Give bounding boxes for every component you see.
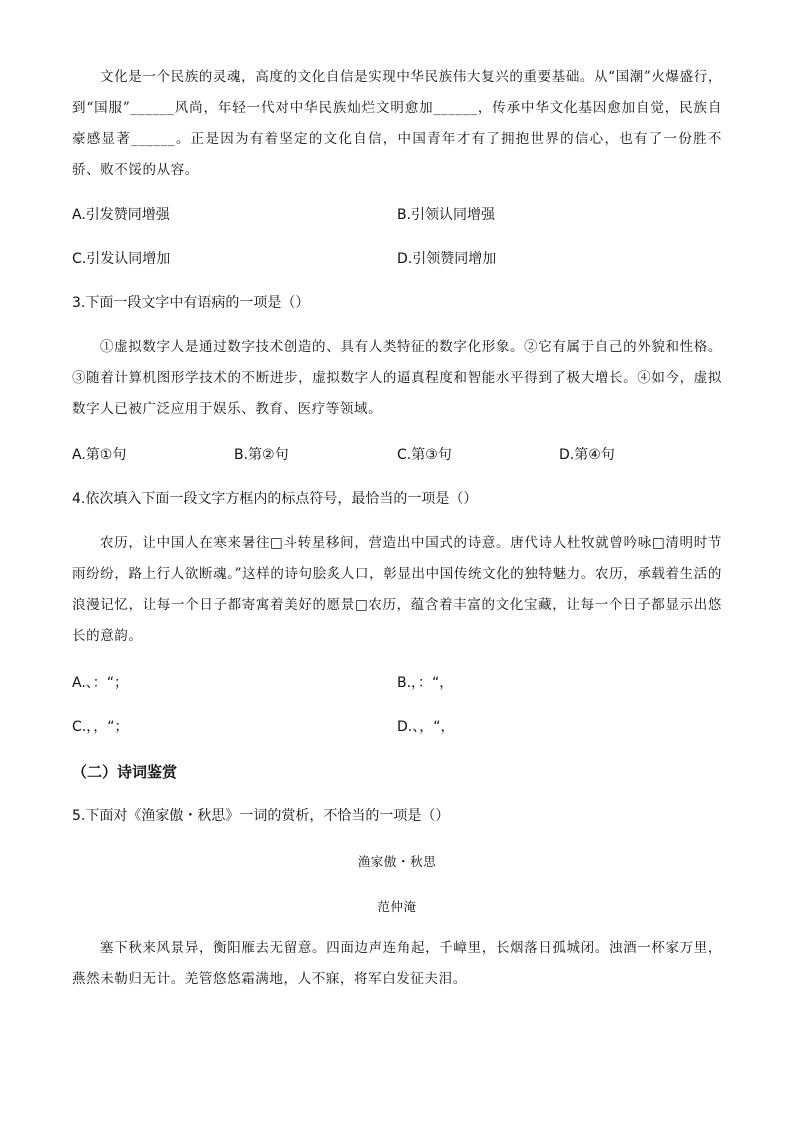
poem-title: 渔家傲・秋思	[357, 854, 437, 869]
q2-passage: 文化是一个民族的灵魂，高度的文化自信是实现中华民族伟大复兴的重要基础。从“国潮”火爆盛行，到“国服”______风尚，年轻一代对中华民族灿烂文明愈加______，传承中华文化基因愈加自觉，民族自豪感显著______。正是因为有着坚定的文化自信，中国青年才有了拥抱世界的信心，也有了一份胜不骄、败不馁的从容。	[72, 69, 722, 178]
q2-option-d[interactable]: D.引领赞同增加	[397, 251, 497, 267]
poem-text: 塞下秋来风景异，衡阳雁去无留意。四面边声连角起，千嶂里，长烟落日孤城闭。浊酒一杯家万里，燕然未勒归无计。羌管悠悠霜满地，人不寐，将军白发征夫泪。	[72, 940, 722, 987]
q3-passage: ①虚拟数字人是通过数字技术创造的、具有人类特征的数字化形象。②它有属于自己的外貌和性格。③随着计算机图形学技术的不断进步，虚拟数字人的逼真程度和智能水平得到了极大增长。④如今，虚拟数字人已被广泛应用于娱乐、教育、医疗等领域。	[72, 339, 722, 417]
q5-stem: 5.下面对《渔家傲・秋思》一词的赏析，不恰当的一项是（）	[72, 808, 450, 824]
section-heading-poetry: （二）诗词鉴赏	[72, 763, 178, 781]
q3-stem: 3.下面一段文字中有语病的一项是（）	[72, 295, 310, 311]
q3-option-a[interactable]: A.第①句	[72, 447, 127, 463]
poem-author: 范仲淹	[377, 899, 417, 914]
q4-option-a[interactable]: A.、：“；	[72, 675, 129, 691]
q4-passage: 农历，让中国人在寒来暑往□斗转星移间，营造出中国式的诗意。唐代诗人杜牧就曾吟咏□清明时节雨纷纷，路上行人欲断魂。”这样的诗句脍炙人口，彰显出中国传统文化的独特魅力。农历，承载着生活的浪漫记忆，让每一个日子都寄寓着美好的愿景□农历，蕴含着丰富的文化宝藏，让每一个日子都显示出悠长的意韵。	[72, 535, 722, 644]
q2-option-a[interactable]: A.引发赞同增强	[72, 207, 170, 223]
q2-option-b[interactable]: B.引领认同增强	[397, 207, 496, 223]
q3-option-c[interactable]: C.第③句	[397, 447, 452, 463]
q3-option-d[interactable]: D.第④句	[559, 447, 615, 463]
q2-option-c[interactable]: C.引发认同增加	[72, 251, 171, 267]
q4-option-c[interactable]: C.，，“；	[72, 719, 129, 735]
q3-option-b[interactable]: B.第②句	[234, 447, 289, 463]
q4-option-b[interactable]: B.，：“，	[397, 675, 454, 691]
q4-option-d[interactable]: D.、，“，	[397, 719, 455, 735]
q4-stem: 4.依次填入下面一段文字方框内的标点符号，最恰当的一项是（）	[72, 491, 478, 507]
